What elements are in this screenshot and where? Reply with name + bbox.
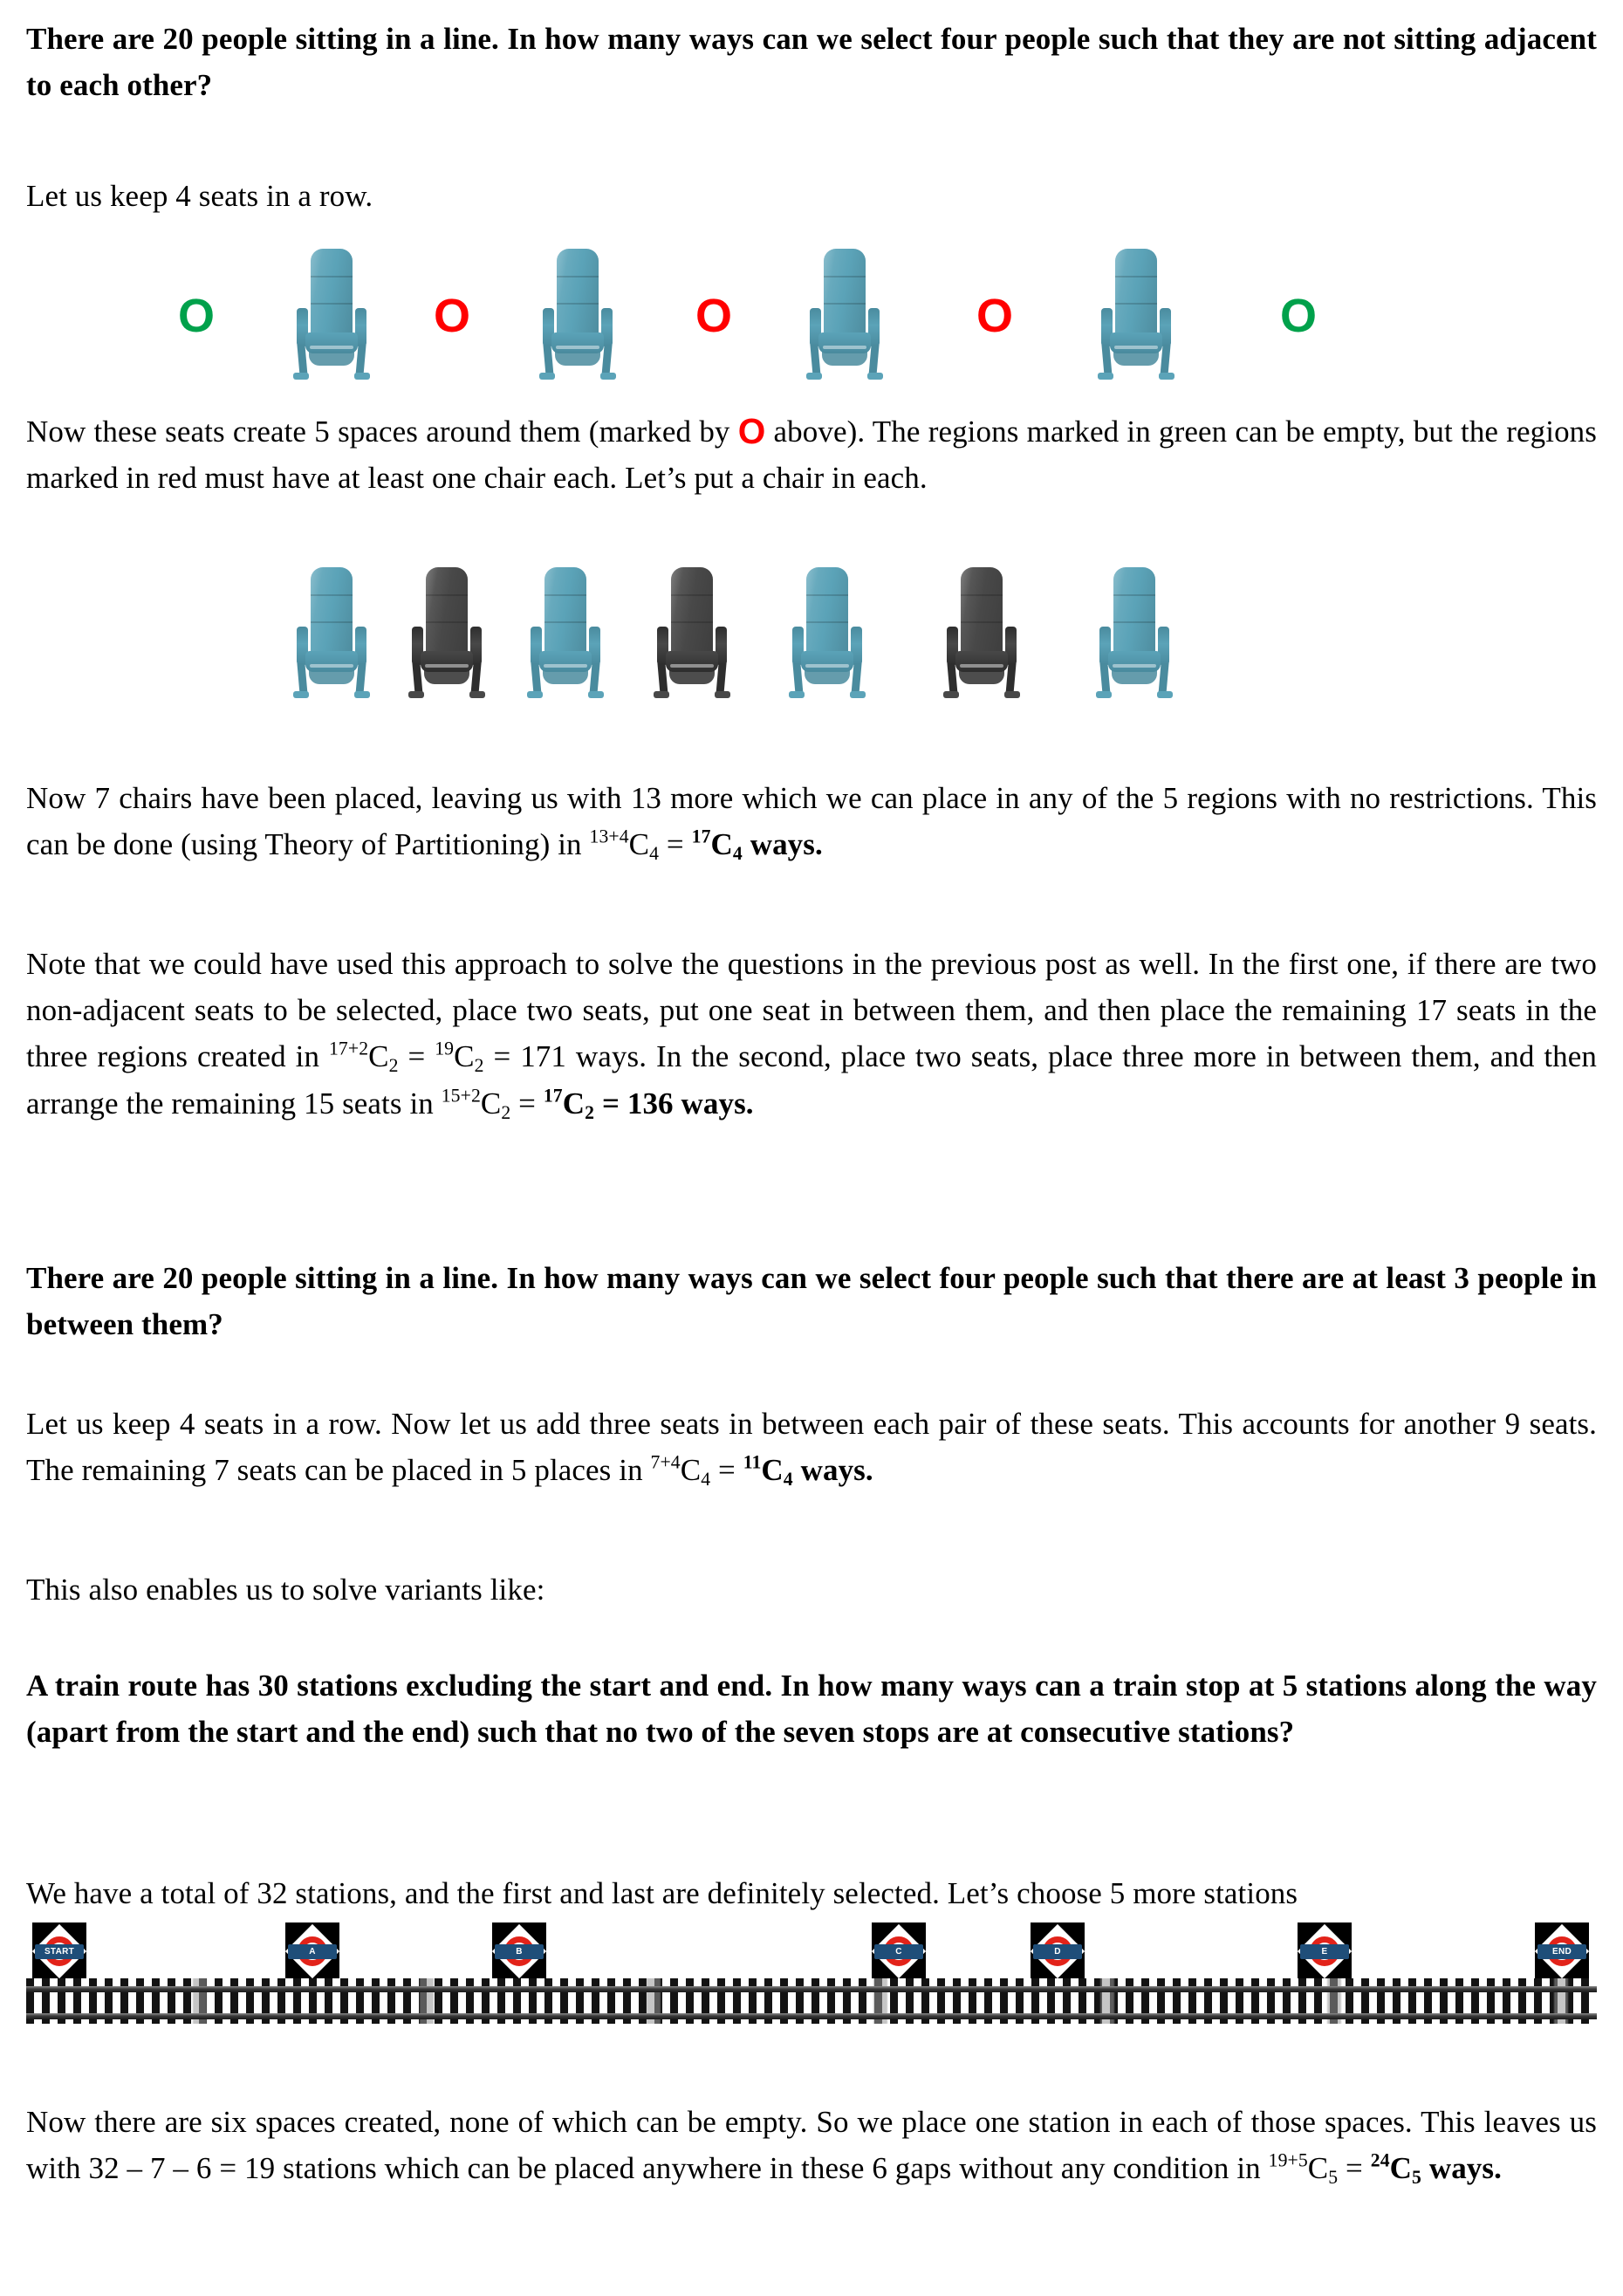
question-3-intro: We have a total of 32 stations, and the first and last are definitely selected. Let’s choose 5 more stations — [26, 1876, 1298, 1910]
formula-superscript-left: 15+2 — [441, 1085, 481, 1107]
chair-foot-left — [789, 691, 805, 698]
chair-backrest — [544, 567, 586, 658]
chair-foot-left — [527, 691, 543, 698]
station-marker — [1031, 1922, 1085, 1980]
chair-seat — [801, 651, 853, 672]
formula-superscript-right: 11 — [743, 1451, 762, 1473]
chair-backrest — [1115, 249, 1157, 339]
chair-seat — [539, 651, 592, 672]
formula-equals: = — [1338, 2151, 1371, 2186]
station-marker — [1535, 1922, 1589, 1980]
chair-backrest — [311, 567, 353, 658]
station-marker — [1298, 1922, 1352, 1980]
chair-seat — [955, 651, 1008, 672]
chair-teal — [805, 249, 885, 380]
question-3-heading-block — [26, 1662, 1597, 1755]
formula-base-right: C — [562, 1086, 586, 1121]
chair-seat — [305, 332, 358, 353]
chair-dark — [942, 567, 1022, 698]
chair-foot-left — [408, 691, 424, 698]
formula-superscript-right: 17 — [543, 1085, 563, 1107]
question-2-body-block — [26, 1401, 1597, 1493]
question-3-intro-block — [26, 1870, 1597, 1916]
chair-base — [543, 670, 588, 684]
chair-seat — [1110, 332, 1162, 353]
formula-base-right: C — [454, 1039, 475, 1074]
chair-seat — [818, 332, 871, 353]
paragraph-partitioning-block — [26, 775, 1597, 867]
chair-foot-right — [1159, 373, 1174, 380]
gap-marker-green: O — [177, 290, 216, 342]
chair-foot-left — [293, 691, 309, 698]
gap-marker-green: O — [1279, 290, 1318, 342]
note-paragraph-block — [26, 941, 1597, 1127]
formula-base-left: C — [628, 827, 650, 862]
chair-foot-right — [850, 691, 866, 698]
question-1-intro: Let us keep 4 seats in a row. — [26, 179, 373, 213]
station-label: D — [1033, 1944, 1082, 1959]
chair-foot-right — [600, 373, 616, 380]
chair-base — [309, 670, 354, 684]
chair-foot-right — [354, 691, 370, 698]
chair-base — [309, 352, 354, 366]
chair-teal — [1096, 249, 1176, 380]
question-2-heading-block — [26, 1255, 1597, 1347]
formula-tail: ways. — [742, 827, 823, 862]
paragraph-after-figure-1-block — [26, 408, 1597, 501]
note-text-a: Note that we could have used this approach to solve the questions in the previous post as well. In the first one, if there are two non-adjacent seats to be selected, place two seats, put one seat in between them, and then place the remaining 17 seats in the three regions created in — [26, 947, 1597, 1074]
formula-tail: = 136 ways. — [594, 1086, 754, 1121]
chair-backrest — [557, 249, 599, 339]
gap-marker-red: O — [695, 290, 733, 342]
formula-equals: = — [398, 1039, 435, 1074]
chair-teal — [291, 249, 372, 380]
chair-backrest — [311, 249, 353, 339]
chair-leg-right — [1005, 663, 1016, 695]
question-2-body — [26, 1401, 1597, 1493]
formula-equals: = — [659, 827, 692, 862]
formula-17plus2-c2 — [328, 1038, 647, 1077]
question-3-body-block — [26, 2099, 1597, 2191]
formula-subscript-left: 2 — [501, 1101, 511, 1123]
formula-equals: = — [710, 1453, 743, 1488]
formula-base-right: C — [710, 827, 733, 862]
chair-backrest — [961, 567, 1003, 658]
chair-leg-right — [1160, 345, 1170, 376]
station-marker — [872, 1922, 926, 1980]
formula-superscript-left: 13+4 — [589, 826, 629, 847]
station-label: C — [874, 1944, 923, 1959]
formula-subscript-right: 4 — [783, 1469, 793, 1491]
chair-foot-right — [715, 691, 730, 698]
paragraph-after-figure-1 — [26, 408, 1597, 501]
chair-foot-left — [539, 373, 555, 380]
station-marker — [492, 1922, 546, 1980]
formula-subscript-right: 2 — [474, 1055, 484, 1077]
chair-backrest — [824, 249, 866, 339]
formula-superscript-left: 7+4 — [650, 1451, 681, 1473]
text-segment-b: above). The regions marked in green can be empty, but the regions marked in red must have at least one chair each. Let’s put a chair in each. — [26, 415, 1597, 496]
formula-13plus4-c4 — [589, 826, 823, 865]
formula-subscript-left: 4 — [649, 843, 660, 865]
formula-tail: ways. — [1421, 2151, 1502, 2186]
chair-foot-right — [354, 373, 370, 380]
chair-backrest — [806, 567, 848, 658]
chair-base — [1113, 352, 1159, 366]
formula-subscript-right: 5 — [1412, 2167, 1421, 2189]
chair-leg-right — [589, 663, 599, 695]
chair-leg-right — [355, 345, 366, 376]
formula-15plus2-c2 — [442, 1086, 754, 1121]
question-1-heading: There are 20 people sitting in a line. In how many ways can we select four people such that they are not sitting adjacent to each other? — [26, 22, 1597, 103]
chair-foot-right — [1157, 691, 1173, 698]
variants-line-block — [26, 1566, 1597, 1613]
figure-train-route — [0, 1922, 1623, 2036]
figure-chairs-with-gap-markers — [0, 249, 1623, 397]
station-marker — [32, 1922, 86, 1980]
formula-superscript-left: 17+2 — [328, 1038, 369, 1059]
chair-backrest — [1113, 567, 1155, 658]
chair-dark — [407, 567, 487, 698]
chair-dark — [652, 567, 732, 698]
chair-backrest — [426, 567, 468, 658]
chair-base — [555, 352, 600, 366]
railway-track — [26, 1978, 1597, 2024]
chair-teal — [787, 567, 867, 698]
chair-teal — [291, 567, 372, 698]
formula-base-left: C — [480, 1086, 502, 1121]
chair-teal — [1094, 567, 1174, 698]
formula-base-left: C — [1307, 2151, 1329, 2186]
chair-foot-left — [1096, 691, 1112, 698]
chair-leg-right — [868, 345, 879, 376]
formula-subscript-right: 4 — [732, 843, 743, 865]
formula-tail: = 171 ways. — [483, 1039, 647, 1074]
station-label: E — [1300, 1944, 1349, 1959]
note-text-b: In the second, place two seats, place three more in between them, and then arrange the remaining 15 seats in — [26, 1039, 1597, 1121]
formula-base-left: C — [368, 1039, 389, 1074]
formula-subscript-left: 2 — [388, 1055, 399, 1077]
formula-19plus5-c5 — [1268, 2149, 1502, 2189]
formula-superscript-left: 19+5 — [1268, 2149, 1308, 2171]
chair-teal — [538, 249, 618, 380]
chair-foot-right — [867, 373, 883, 380]
question-2-heading: There are 20 people sitting in a line. In how many ways can we select four people such that there are at least 3 people in between them? — [26, 1261, 1597, 1342]
chair-seat — [666, 651, 718, 672]
q2-text: Let us keep 4 seats in a row. Now let us add three seats in between each pair of these seats. This accounts for another 9 seats. The remaining 7 seats can be placed in 5 places in — [26, 1407, 1597, 1488]
chair-foot-right — [469, 691, 485, 698]
text-segment-a: Now these seats create 5 spaces around them (marked by — [26, 415, 738, 449]
chair-foot-left — [1098, 373, 1113, 380]
gap-marker-red: O — [433, 290, 471, 342]
text-segment: Now 7 chairs have been placed, leaving us with 13 more which we can place in any of the 5 regions with no restrictions. This can be done (using Theory of Partitioning) in — [26, 781, 1597, 862]
chair-base — [805, 670, 850, 684]
figure-seven-chairs-alternating — [0, 567, 1623, 716]
chair-leg-right — [601, 345, 612, 376]
formula-subscript-left: 5 — [1328, 2167, 1339, 2189]
chair-base — [669, 670, 715, 684]
chair-teal — [525, 567, 606, 698]
formula-equals: = — [510, 1086, 544, 1121]
question-3-heading: A train route has 30 stations excluding the start and end. In how many ways can a train stop at 5 stations along the way (apart from the start and the end) such that no two of the seven stops are at consecutive stations? — [26, 1669, 1597, 1750]
chair-foot-right — [1004, 691, 1020, 698]
rail-bottom — [26, 2013, 1597, 2019]
chair-seat — [305, 651, 358, 672]
station-label: START — [35, 1944, 84, 1959]
chair-backrest — [671, 567, 713, 658]
variants-line: This also enables us to solve variants like: — [26, 1573, 545, 1607]
chair-seat — [421, 651, 473, 672]
formula-tail: ways. — [792, 1453, 873, 1488]
station-label: END — [1537, 1944, 1586, 1959]
chair-seat — [1108, 651, 1161, 672]
gap-marker-red: O — [976, 290, 1014, 342]
note-paragraph — [26, 941, 1597, 1127]
formula-subscript-left: 4 — [701, 1469, 711, 1491]
q3-text: Now there are six spaces created, none of which can be empty. So we place one station in each of those spaces. This leaves us with 32 – 7 – 6 = 19 stations which can be placed anywhere in these 6 gaps without any condition in — [26, 2105, 1597, 2186]
inline-red-o-marker: O — [737, 411, 766, 451]
formula-superscript-right: 17 — [691, 826, 711, 847]
formula-base-left: C — [680, 1453, 702, 1488]
formula-subscript-right: 2 — [585, 1101, 595, 1123]
formula-base-right: C — [761, 1453, 784, 1488]
formula-7plus4-c4 — [650, 1451, 873, 1491]
chair-foot-left — [293, 373, 309, 380]
chair-base — [959, 670, 1004, 684]
chair-base — [424, 670, 469, 684]
formula-superscript-right: 19 — [435, 1038, 455, 1059]
station-marker — [285, 1922, 339, 1980]
chair-leg-right — [716, 663, 726, 695]
question-3-body — [26, 2099, 1597, 2191]
chair-leg-right — [470, 663, 481, 695]
question-1-heading-block — [26, 16, 1597, 108]
chair-leg-right — [355, 663, 366, 695]
question-1-intro-block — [26, 173, 1597, 219]
chair-leg-right — [851, 663, 861, 695]
chair-foot-right — [588, 691, 604, 698]
rail-top — [26, 1986, 1597, 1992]
chair-foot-left — [806, 373, 822, 380]
chair-base — [822, 352, 867, 366]
paragraph-partitioning — [26, 775, 1597, 867]
formula-superscript-right: 24 — [1370, 2149, 1390, 2171]
chair-foot-left — [943, 691, 959, 698]
chair-base — [1112, 670, 1157, 684]
chair-leg-right — [1158, 663, 1168, 695]
chair-seat — [551, 332, 604, 353]
chair-foot-left — [654, 691, 669, 698]
station-label: B — [495, 1944, 544, 1959]
formula-base-right: C — [1389, 2151, 1413, 2186]
station-label: A — [288, 1944, 337, 1959]
